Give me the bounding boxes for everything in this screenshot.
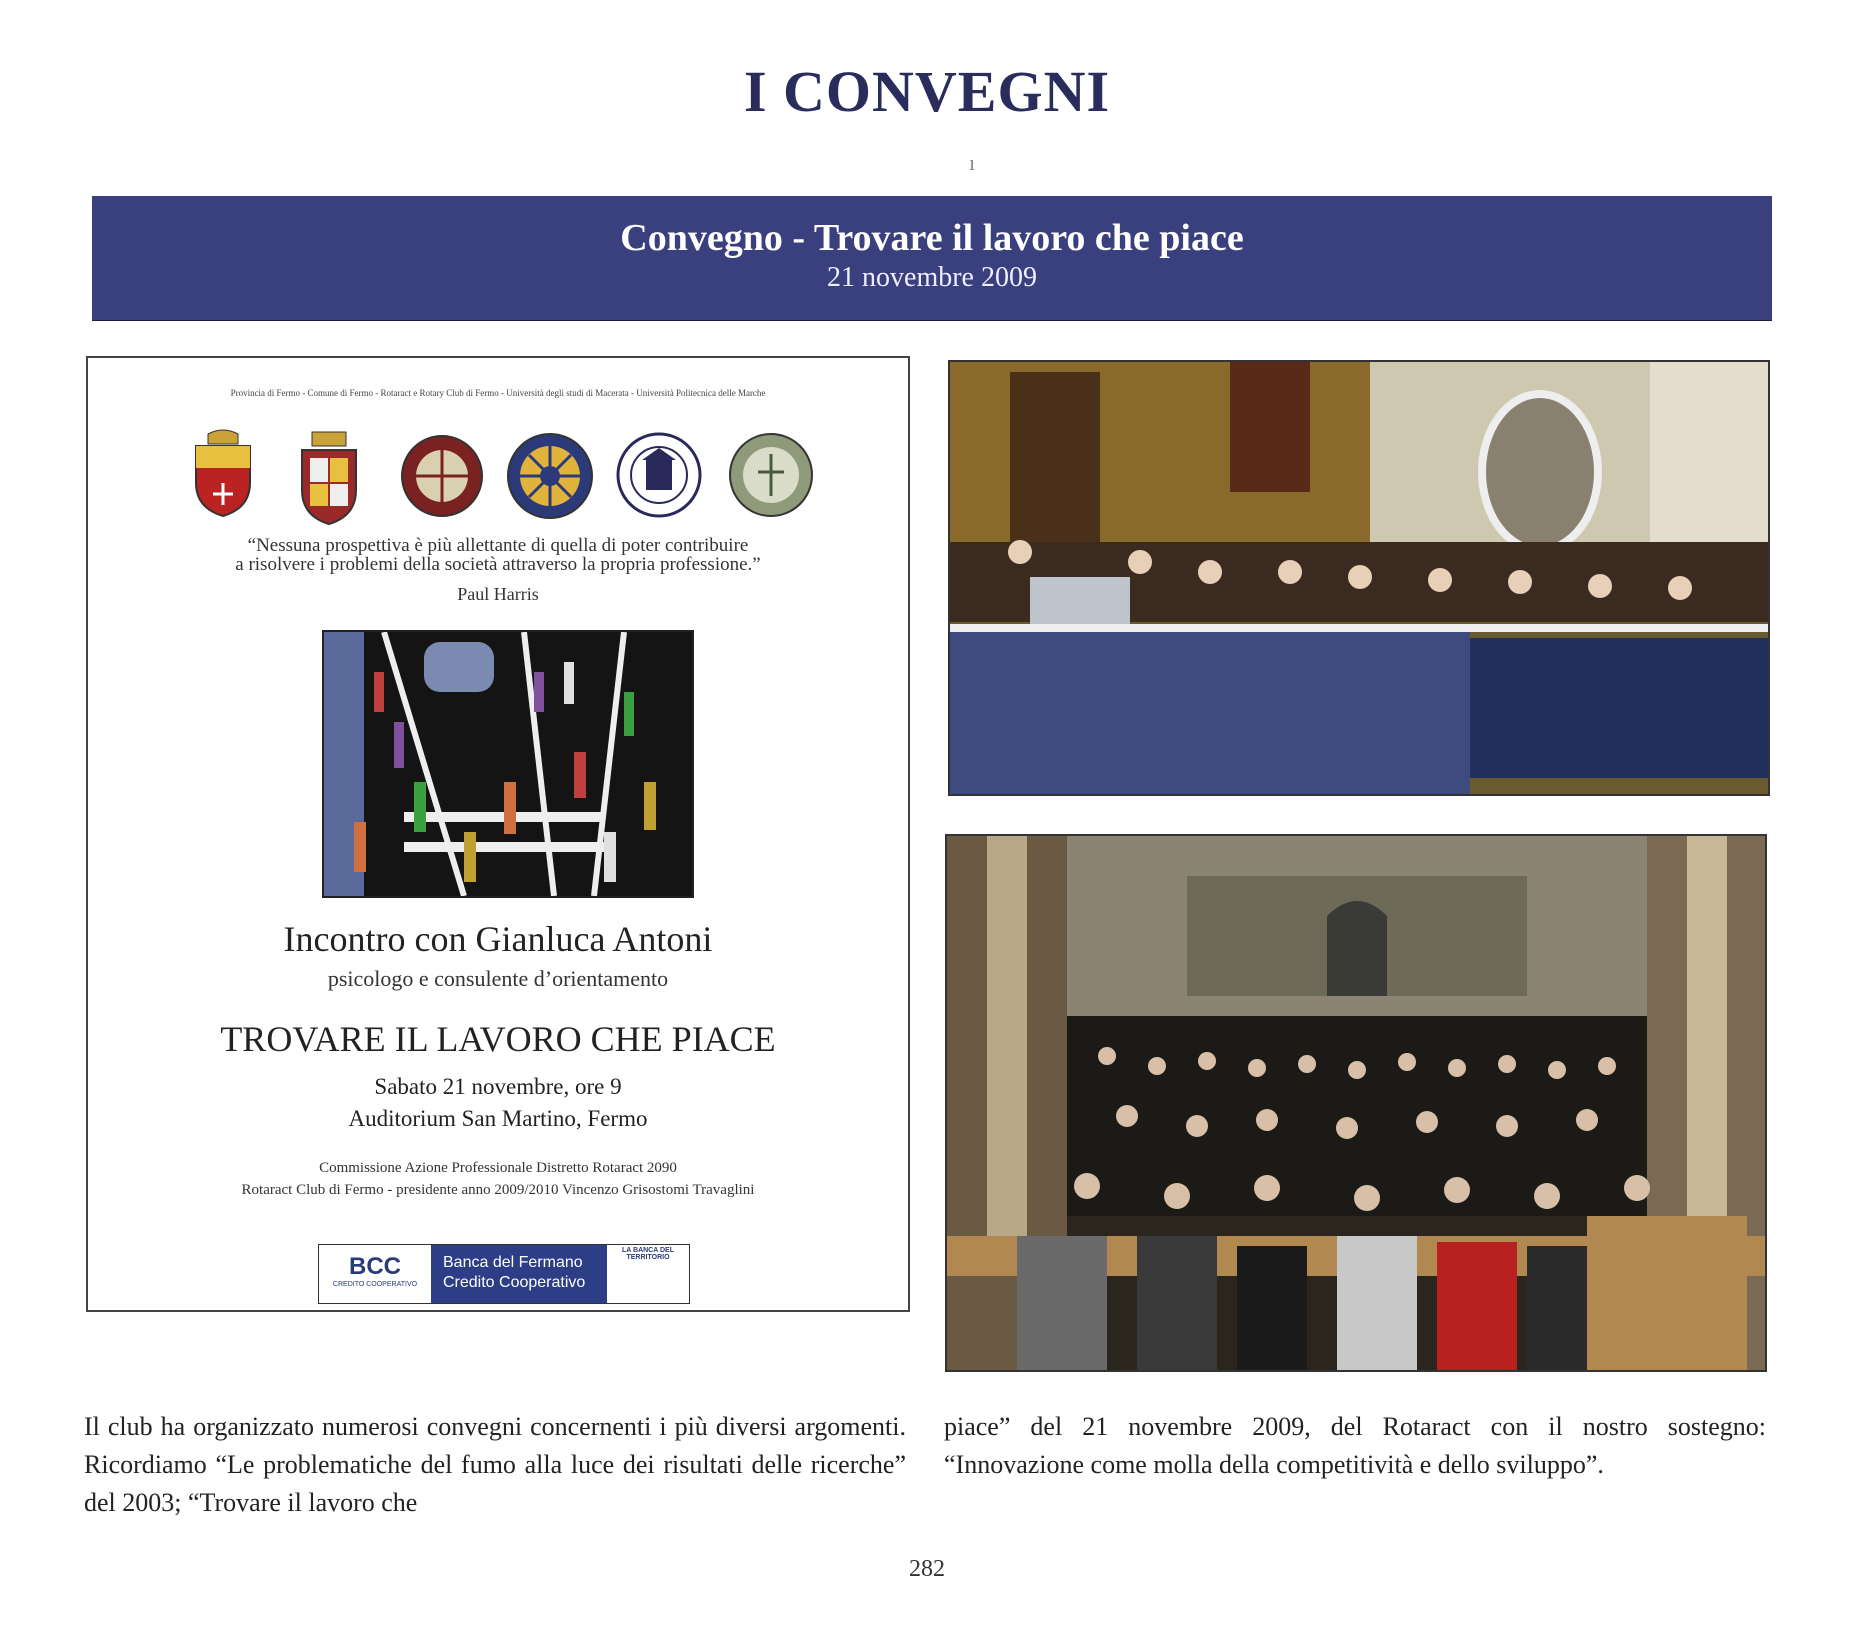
section-banner	[92, 196, 1772, 320]
poster-organizer-2: Rotaract Club di Fermo - presidente anno 2009/2010 Vincenzo Grisostomi Travaglini	[241, 1182, 755, 1198]
bcc-logo-text: BCC	[349, 1253, 401, 1280]
sponsor-name-line-1: Banca del Fermano	[443, 1254, 583, 1271]
bcc-logo-sub: CREDITO COOPERATIVO	[332, 1281, 418, 1288]
page-number: 282	[909, 1556, 945, 1582]
poster-headline: TROVARE IL LAVORO CHE PIACE	[220, 1019, 776, 1059]
poster-date-time: Sabato 21 novembre, ore 9	[374, 1074, 622, 1099]
sponsor-name	[431, 1245, 607, 1303]
quote-line-1: “Nessuna prospettiva è più allettante di quella di poter contribuire	[247, 535, 749, 556]
bcc-logo	[319, 1245, 431, 1303]
article-text-column-1: Il club ha organizzato numerosi convegni concernenti i più diversi argomenti. Ricordiamo “Le problematiche del fumo alla luce dei risultati delle ricerche” del 2003; “Trovare il lavoro che	[84, 1412, 906, 1517]
poster-institutions: Provincia di Fermo - Comune di Fermo - Rotaract e Rotary Club di Fermo - Università degli studi di Macerata - Università Politecnica delle Marche	[230, 388, 766, 398]
sponsor-name-line-2: Credito Cooperativo	[443, 1274, 586, 1291]
page-title: I CONVEGNI	[743, 59, 1111, 124]
beni-culturali-seal-icon	[616, 432, 702, 518]
event-poster	[86, 356, 910, 1312]
poster-speaker: Incontro con Gianluca Antoni	[283, 919, 713, 959]
decorative-tick: ı	[969, 150, 976, 175]
photo-audience	[945, 834, 1767, 1372]
sponsor-tagline: LA BANCA DEL TERRITORIO	[622, 1247, 674, 1261]
poster-quote	[88, 536, 908, 574]
poster-illustration	[322, 630, 694, 898]
poster-venue: Auditorium San Martino, Fermo	[348, 1106, 648, 1131]
quote-line-2: a risolvere i problemi della società attraverso la propria professione.”	[235, 554, 761, 575]
rotary-wheel-icon	[506, 432, 594, 520]
article-text-column-2: piace” del 21 novembre 2009, del Rotaract con il nostro sostegno: “Innovazione come molla della competitività e dello sviluppo”.	[944, 1412, 1766, 1479]
banner-date: 21 novembre 2009	[827, 262, 1037, 293]
banner-title: Convegno - Trovare il lavoro che piace	[620, 217, 1244, 259]
comune-crest-icon	[292, 428, 366, 528]
poster-organizer-1: Commissione Azione Professionale Distretto Rotaract 2090	[319, 1160, 677, 1176]
provincia-crest-icon	[188, 428, 258, 518]
rotaract-emblem-icon	[400, 434, 484, 518]
poster-speaker-role: psicologo e consulente d’orientamento	[327, 966, 669, 991]
quote-author: Paul Harris	[457, 584, 539, 604]
photo-speakers-panel	[948, 360, 1770, 796]
poster-logo-row	[188, 428, 808, 538]
sponsor-box	[318, 1244, 690, 1304]
university-seal-icon	[728, 432, 814, 518]
